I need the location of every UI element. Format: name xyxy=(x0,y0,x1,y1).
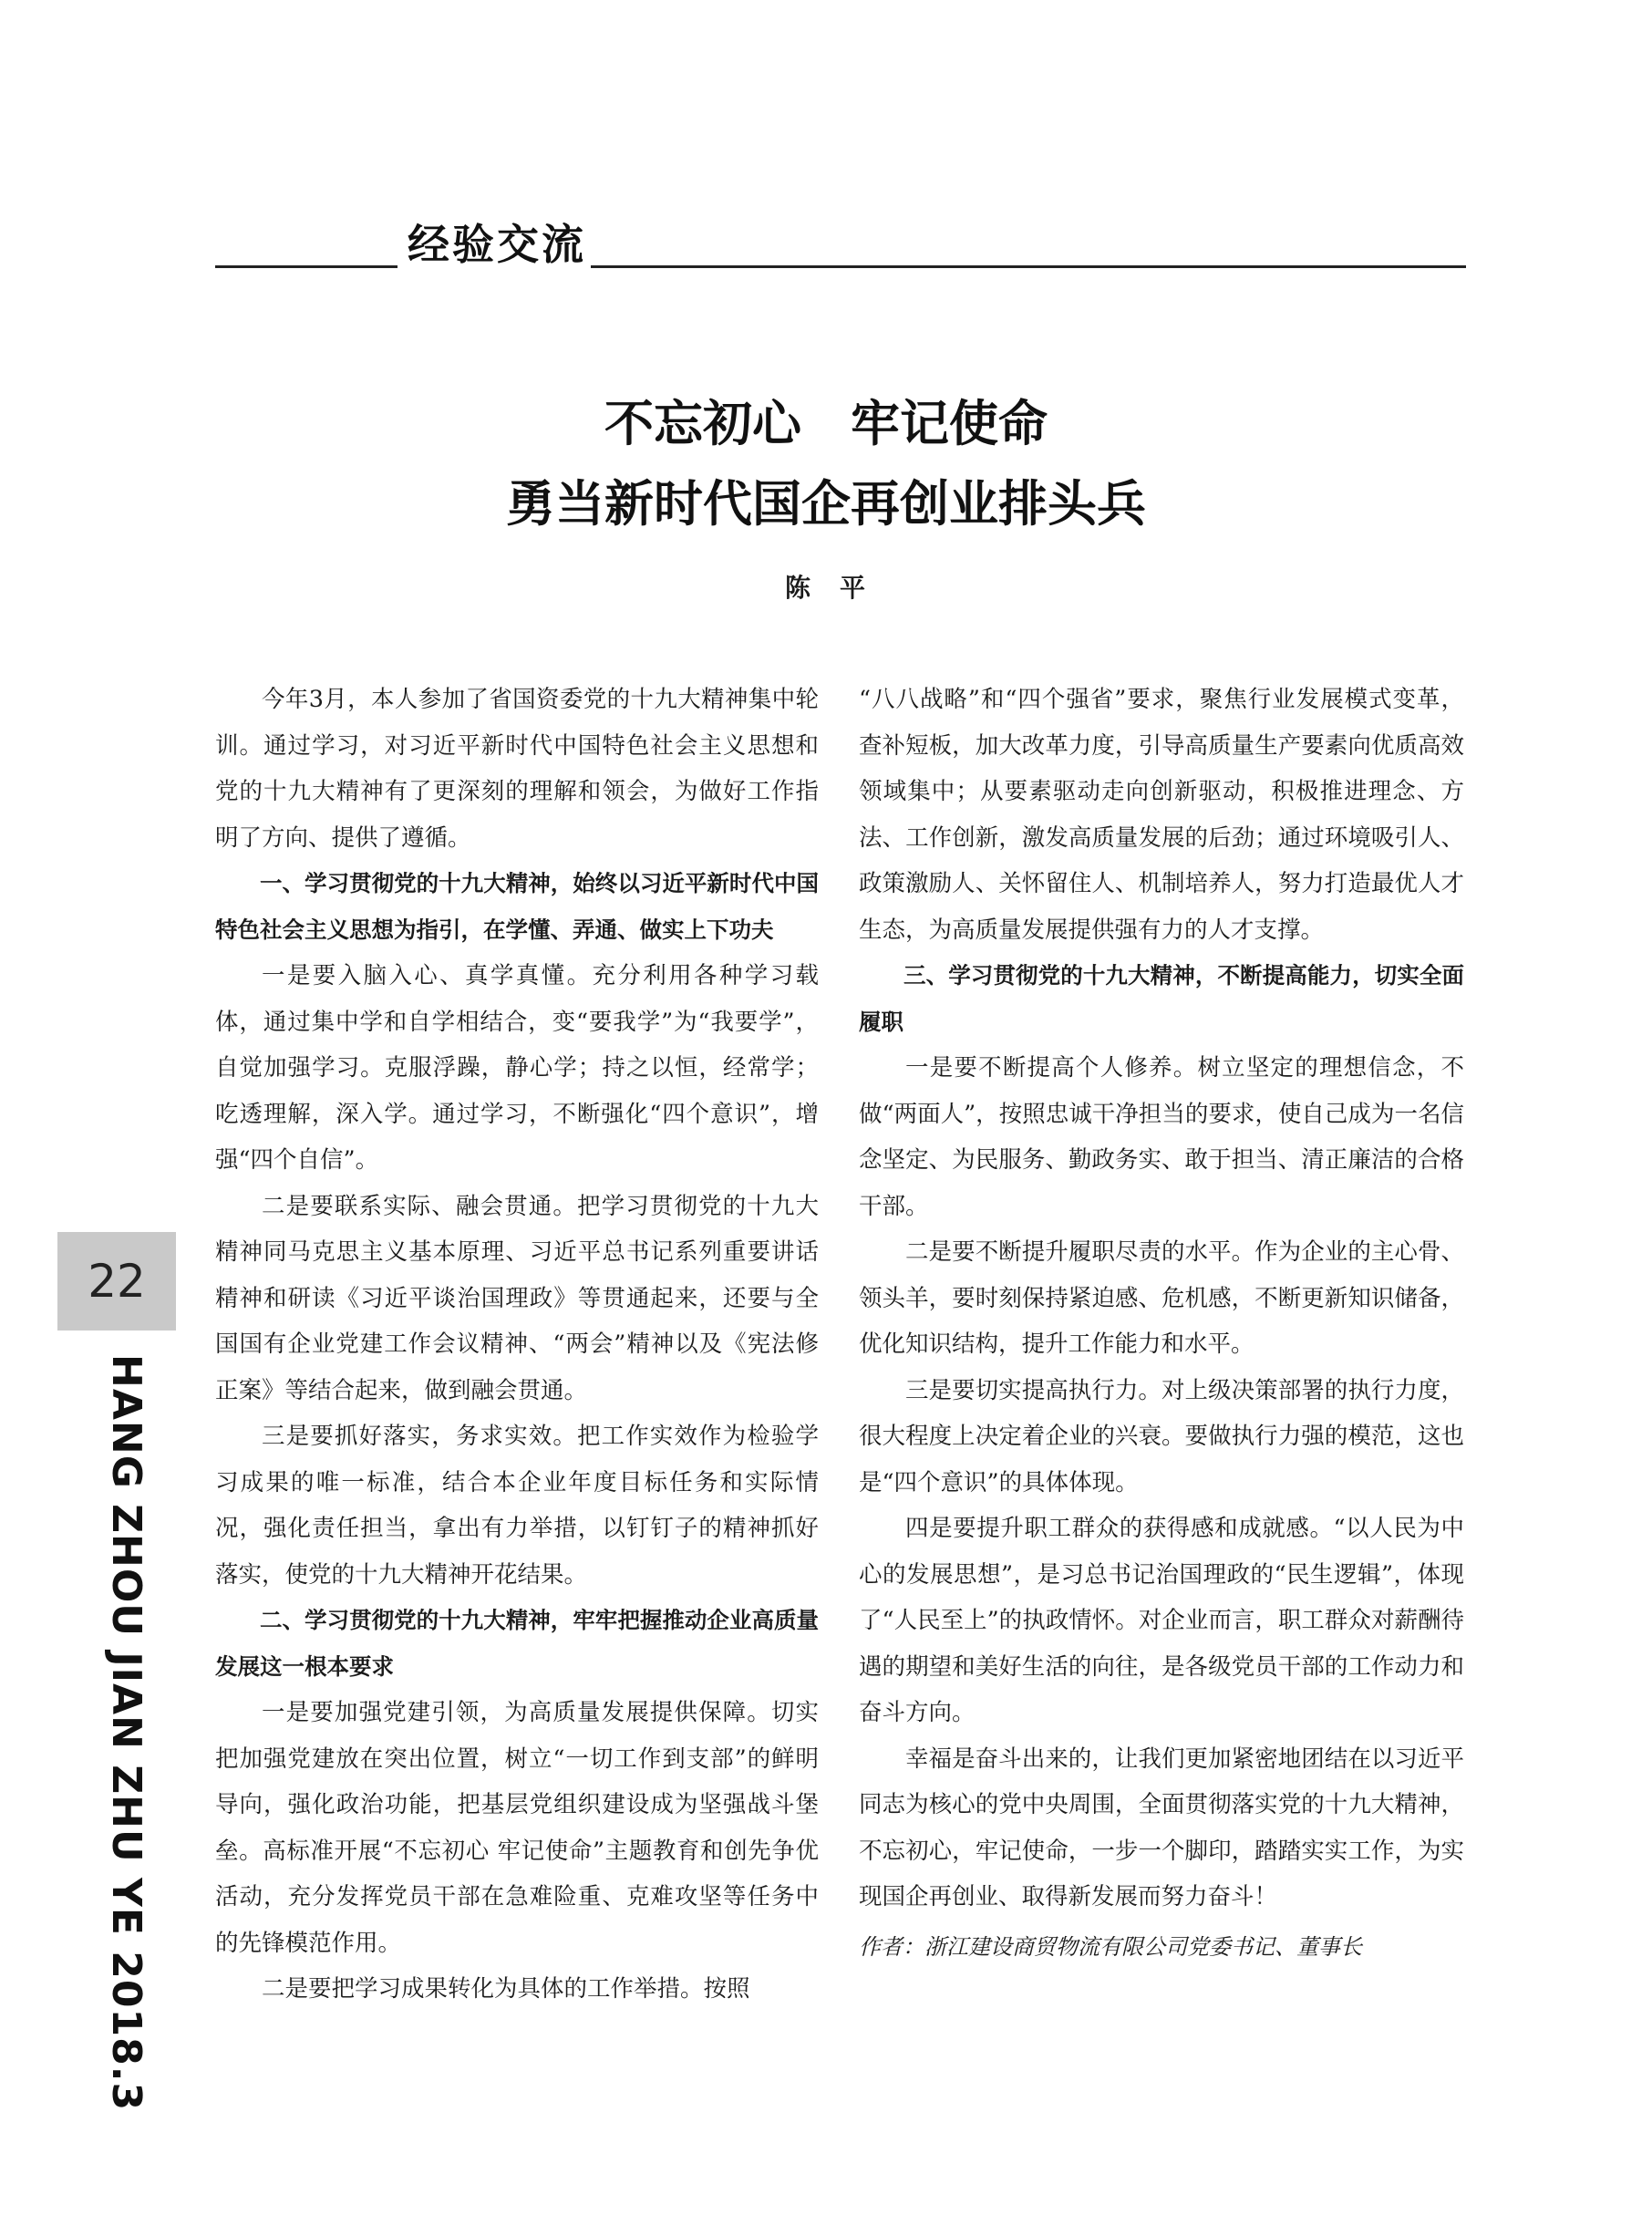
page-number-box xyxy=(57,1232,176,1330)
paragraph: 二是要联系实际、融会贯通。把学习贯彻党的十九大精神同马克思主义基本原理、习近平总书记系列重要讲话精神和研读《习近平谈治国理政》等贯通起来，还要与全国国有企业党建工作会议精神、“两会”精神以及《宪法修正案》等结合起来，做到融会贯通。 xyxy=(215,1192,819,1404)
paragraph: 今年3月，本人参加了省国资委党的十九大精神集中轮训。通过学习，对习近平新时代中国特色社会主义思想和党的十九大精神有了更深刻的理解和领会，为做好工作指明了方向、提供了遵循。 xyxy=(215,686,819,852)
paragraph: 三是要切实提高执行力。对上级决策部署的执行力度，很大程度上决定着企业的兴衰。要做执行力强的模范，这也是“四个意识”的具体体现。 xyxy=(859,1376,1464,1496)
section-heading: 三、学习贯彻党的十九大精神，不断提高能力，切实全面履职 xyxy=(859,962,1464,1035)
paragraph: 一是要不断提高个人修养。树立坚定的理想信念，不做“两面人”，按照忠诚干净担当的要求，使自己成为一名信念坚定、为民服务、勤政务实、敢于担当、清正廉洁的合格干部。 xyxy=(859,1054,1464,1220)
author-byline: 作者：浙江建设商贸物流有限公司党委书记、董事长 xyxy=(859,1933,1362,1960)
paragraph: 幸福是奋斗出来的，让我们更加紧密地团结在以习近平同志为核心的党中央周围，全面贯彻落实党的十九大精神，不忘初心，牢记使命，一步一个脚印，踏踏实实工作，为实现国企再创业、取得新发展而努力奋斗！ xyxy=(859,1745,1464,1910)
author-name: 陈 平 xyxy=(784,573,867,603)
paragraph-continued: “八八战略”和“四个强省”要求，聚焦行业发展模式变革，查补短板，加大改革力度，引导高质量生产要素向优质高效领域集中；从要素驱动走向创新驱动，积极推进理念、方法、工作创新，激发高质量发展的后劲；通过环境吸引人、政策激励人、关怀留住人、机制培养人，努力打造最优人才生态，为高质量发展提供强有力的人才支撑。 xyxy=(859,686,1464,944)
header-rule-right xyxy=(591,265,1466,268)
page-number: 22 xyxy=(88,1255,146,1308)
paragraph: 四是要提升职工群众的获得感和成就感。“以人民为中心的发展思想”，是习总书记治国理政的“民生逻辑”，体现了“人民至上”的执政情怀。对企业而言，职工群众对薪酬待遇的期望和美好生活的向往，是各级党员干部的工作动力和奋斗方向。 xyxy=(859,1515,1464,1726)
paragraph: 一是要入脑入心、真学真懂。充分利用各种学习载体，通过集中学和自学相结合，变“要我学”为“我要学”，自觉加强学习。克服浮躁，静心学；持之以恒，经常学；吃透理解，深入学。通过学习，不断强化“四个意识”，增强“四个自信”。 xyxy=(215,962,819,1174)
section-title: 经验交流 xyxy=(408,220,586,269)
right-column xyxy=(859,677,1464,1970)
left-column xyxy=(215,677,819,2013)
paragraph: 二是要把学习成果转化为具体的工作举措。按照 xyxy=(262,1975,750,2003)
paragraph: 三是要抓好落实，务求实效。把工作实效作为检验学习成果的唯一标准，结合本企业年度目标任务和实际情况，强化责任担当，拿出有力举措，以钉钉子的精神抓好落实，使党的十九大精神开花结果。 xyxy=(215,1423,819,1589)
journal-spine-text: HANG ZHOU JIAN ZHU YE 2018.3 xyxy=(103,1354,150,2112)
article-title-line2: 勇当新时代国企再创业排头兵 xyxy=(506,474,1146,533)
paragraph: 一是要加强党建引领，为高质量发展提供保障。切实把加强党建放在突出位置，树立“一切工作到支部”的鲜明导向，强化政治功能，把基层党组织建设成为坚强战斗堡垒。高标准开展“不忘初心 牢记使命”主题教育和创先争优活动，充分发挥党员干部在急难险重、克难攻坚等任务中的先锋模范作用。 xyxy=(215,1699,819,1957)
section-heading: 二、学习贯彻党的十九大精神，牢牢把握推动企业高质量发展这一根本要求 xyxy=(215,1607,819,1680)
section-heading: 一、学习贯彻党的十九大精神，始终以习近平新时代中国特色社会主义思想为指引，在学懂、弄通、做实上下功夫 xyxy=(215,870,819,943)
article-title-line1: 不忘初心 牢记使命 xyxy=(604,394,1048,452)
header-rule-left xyxy=(215,265,398,268)
paragraph: 二是要不断提升履职尽责的水平。作为企业的主心骨、领头羊，要时刻保持紧迫感、危机感，不断更新知识储备，优化知识结构，提升工作能力和水平。 xyxy=(859,1238,1464,1358)
